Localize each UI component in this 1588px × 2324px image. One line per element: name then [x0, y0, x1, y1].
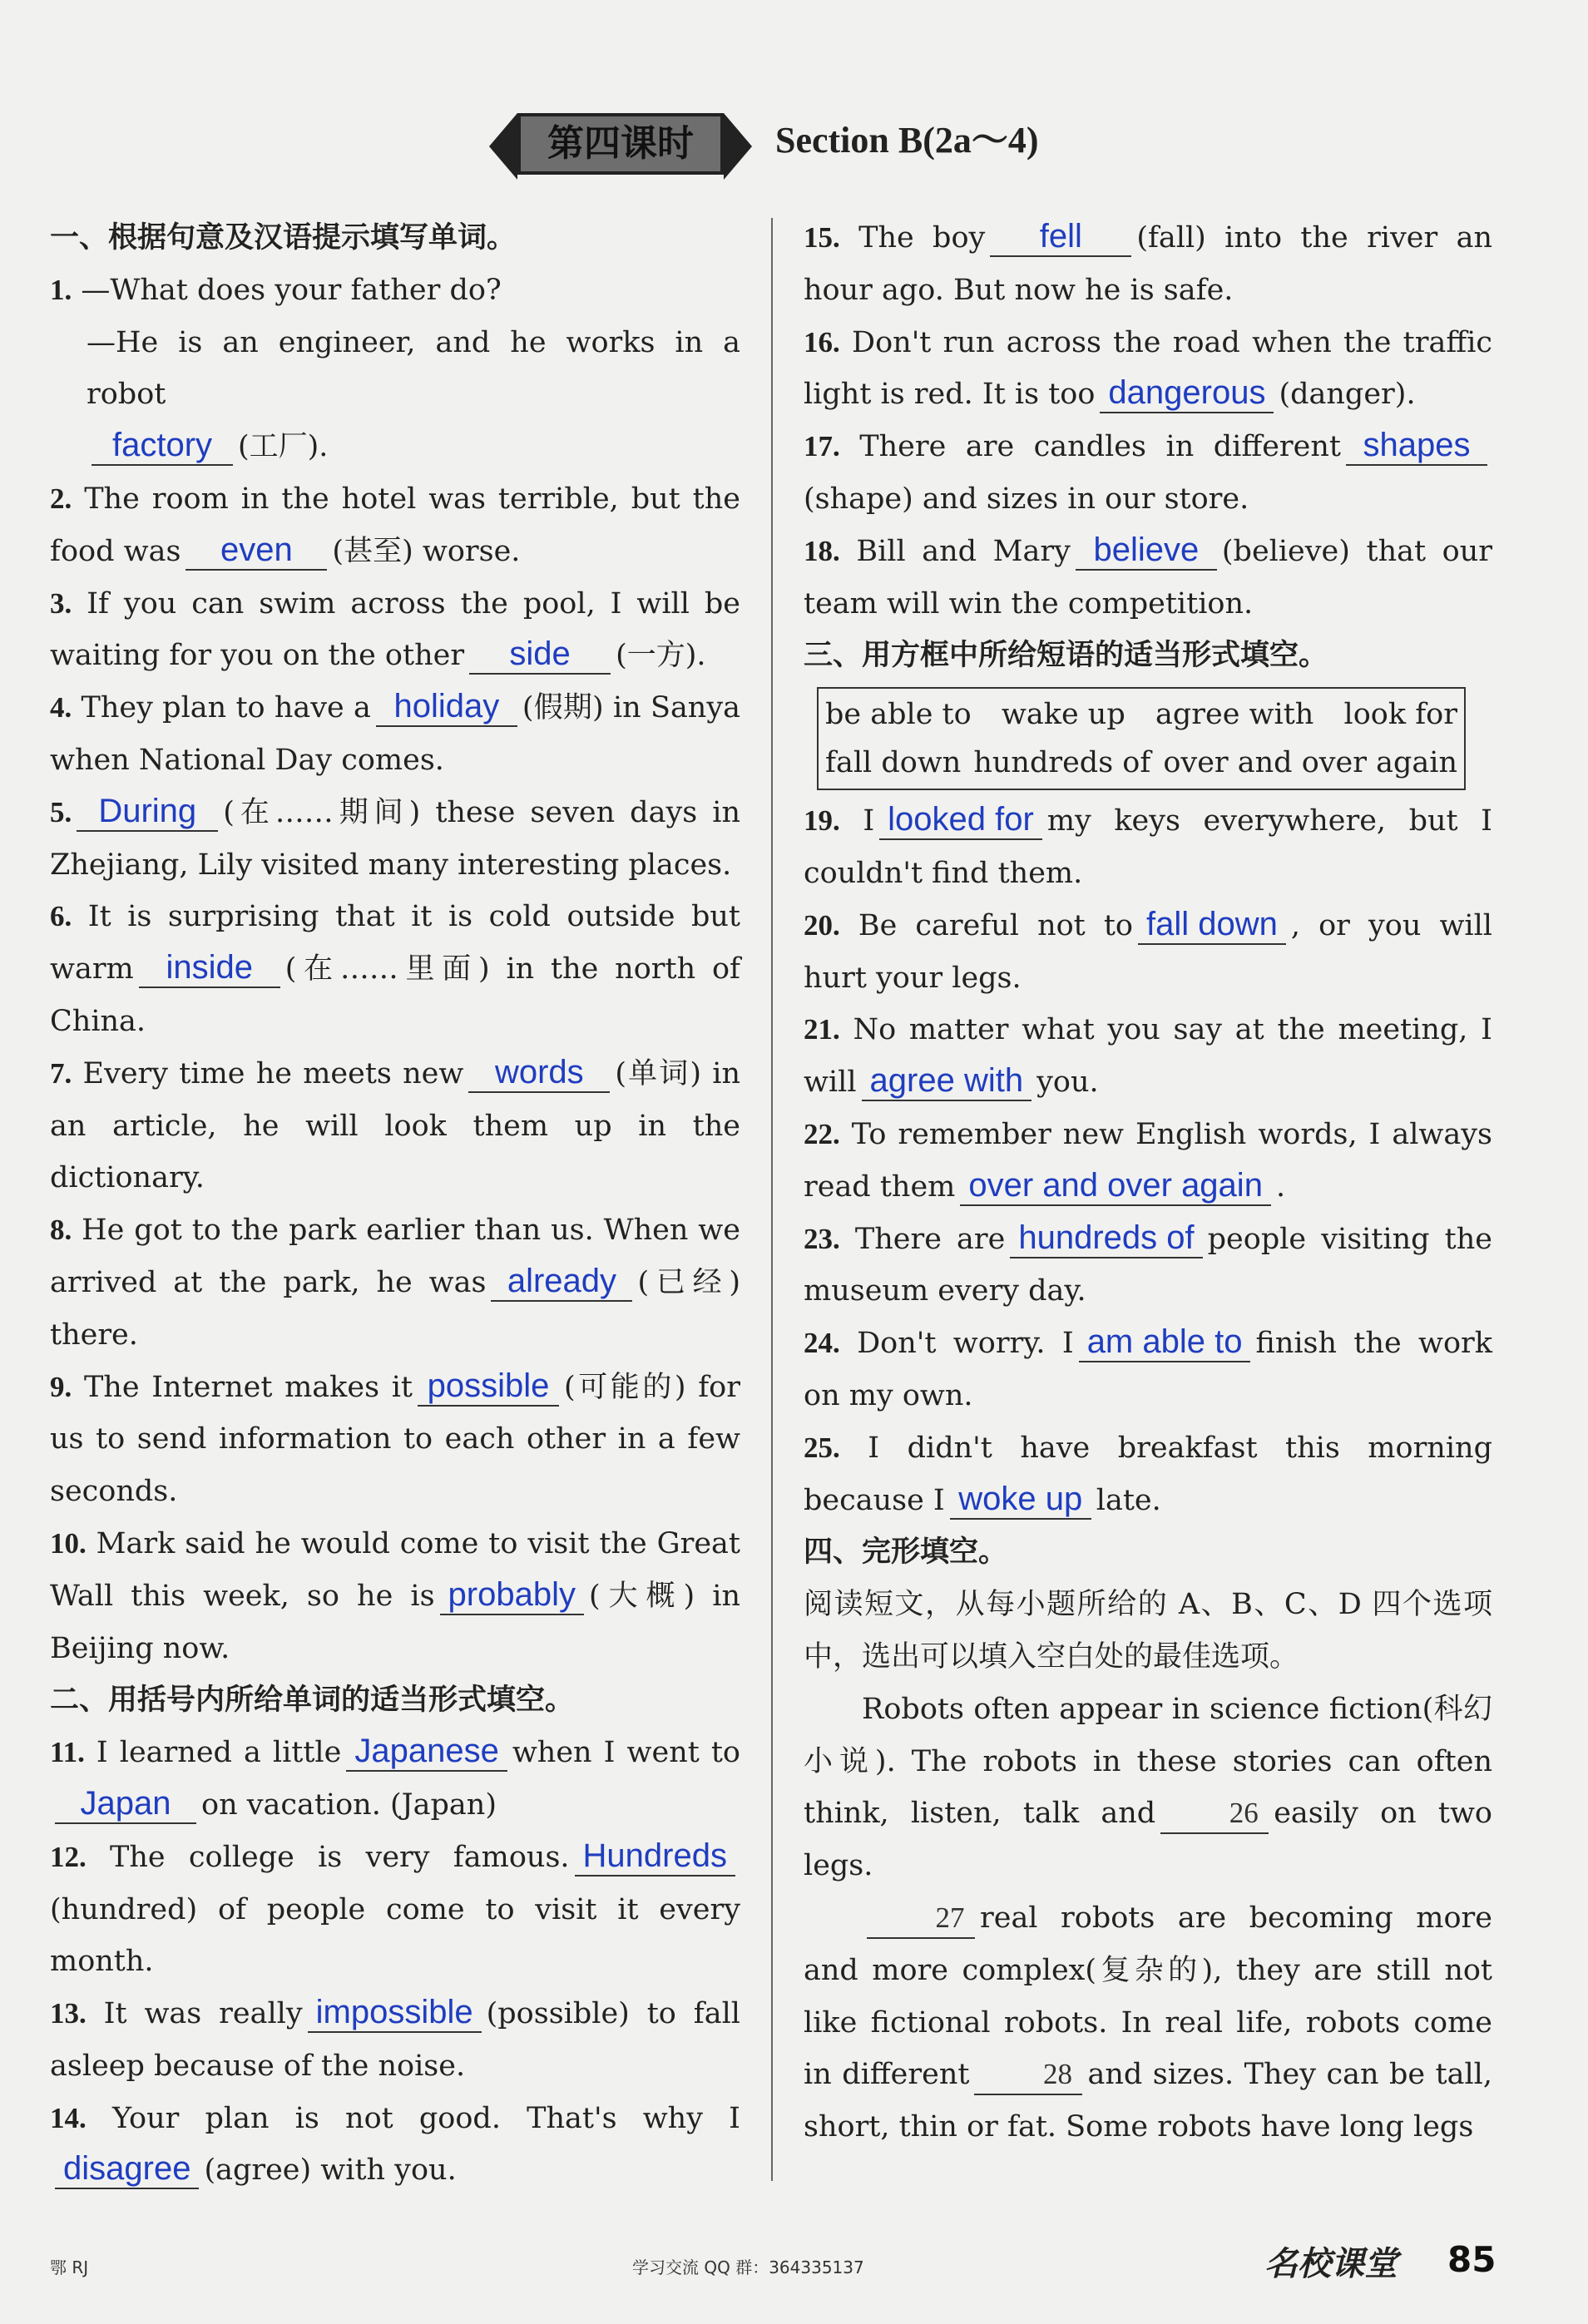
question-18: 18. Bill and Mary believe (believe) that our team will win the competition.: [804, 531, 1492, 621]
phrase: hundreds of: [973, 746, 1151, 780]
phrase: agree with: [1155, 698, 1314, 732]
lesson-tag: 第四课时: [517, 113, 724, 175]
answer-blank[interactable]: probably: [440, 1575, 584, 1615]
question-2: 2. The room in the hotel was terrible, but the food was even (甚至) worse.: [50, 473, 740, 578]
page-footer: [0, 2237, 1588, 2296]
part2-heading: 二、用括号内所给单词的适当形式填空。: [50, 1684, 575, 1718]
question-23: 23. There are hundreds of people visiting the museum every day.: [804, 1219, 1492, 1308]
part1-heading: 一、根据句意及汉语提示填写单词。: [50, 221, 517, 255]
answer-blank[interactable]: holiday: [376, 687, 517, 727]
answer-blank[interactable]: side: [469, 635, 611, 675]
question-21: 21. No matter what you say at the meeting, I will agree with you.: [804, 1004, 1492, 1109]
part3-heading: 三、用方框中所给短语的适当形式填空。: [804, 639, 1328, 673]
section-title: Section B(2a～4): [775, 120, 1039, 161]
answer-blank[interactable]: possible: [418, 1367, 559, 1407]
question-14: 14. Your plan is not good. That's why Idisagree (agree) with you.: [50, 2093, 740, 2198]
answer-blank[interactable]: over and over again: [960, 1166, 1271, 1206]
question-15: 15. The boy fell (fall) into the river an hour ago. But now he is safe.: [804, 218, 1492, 307]
cloze-blank-27[interactable]: 27: [867, 1899, 975, 1939]
cloze-instruction: 阅读短文，从每小题所给的 A、B、C、D 四个选项中，选出可以填入空白处的最佳选项。: [804, 1588, 1492, 1674]
answer-blank[interactable]: looked for: [879, 800, 1042, 840]
question-1: 1. —What does your father do? —He is an engineer, and he works in a robot factory (工厂).: [50, 265, 740, 473]
answer-blank[interactable]: woke up: [950, 1480, 1091, 1520]
answer-blank[interactable]: believe: [1076, 531, 1217, 571]
answer-blank[interactable]: During: [77, 792, 218, 832]
question-19: 19. I looked for my keys everywhere, but I couldn't find them.: [804, 801, 1492, 890]
question-17: 17. There are candles in different shapes(shape) and sizes in our store.: [804, 421, 1492, 526]
page-header: [0, 108, 1588, 183]
cloze-blank-28[interactable]: 28: [974, 2055, 1082, 2095]
question-6: 6. It is surprising that it is cold outside but warm inside (在……里面) in the north of China.: [50, 900, 740, 1038]
question-13: 13. It was really impossible (possible) to fall asleep because of the noise.: [50, 1994, 740, 2083]
question-5: 5. During (在……期间) these seven days in Zhejiang, Lily visited many interesting places.: [50, 792, 740, 882]
question-7: 7. Every time he meets new words (单词) in an article, he will look them up in the dictionary.: [50, 1053, 740, 1195]
phrase-box: [817, 687, 1466, 790]
question-20: 20. Be careful not to fall down , or you will hurt your legs.: [804, 905, 1492, 995]
left-column: [50, 212, 740, 2197]
answer-blank[interactable]: words: [468, 1053, 610, 1093]
question-11: 11. I learned a little Japanese when I went toJapan on vacation. (Japan): [50, 1727, 740, 1832]
answer-blank[interactable]: disagree: [55, 2149, 199, 2189]
question-9: 9. The Internet makes it possible (可能的) for us to send information to each other in a few seconds.: [50, 1367, 740, 1509]
question-24: 24. Don't worry. I am able to finish the work on my own.: [804, 1323, 1492, 1412]
cloze-paragraph-2: 27 real robots are becoming more and more complex(复杂的), they are still not like fictional robots. In real life, robots come in different 28 and sizes. They can be tall, short, thin or fat. Some robots have long legs: [804, 1892, 1492, 2153]
question-8: 8. He got to the park earlier than us. When we arrived at the park, he was already (已经) there.: [50, 1214, 741, 1352]
answer-blank[interactable]: shapes: [1346, 426, 1487, 466]
part4-heading: 四、完形填空。: [804, 1535, 1008, 1570]
edition-label: 鄂 RJ: [50, 2257, 89, 2277]
answer-blank[interactable]: Hundreds: [575, 1837, 735, 1877]
answer-blank[interactable]: impossible: [308, 1993, 482, 2033]
answer-blank-2[interactable]: Japan: [55, 1784, 196, 1824]
question-3: 3. If you can swim across the pool, I will be waiting for you on the other side (一方).: [50, 578, 740, 683]
answer-blank[interactable]: factory: [92, 426, 233, 466]
answer-blank[interactable]: Japanese: [346, 1732, 507, 1772]
qq-group-text: 学习交流 QQ 群：364335137: [632, 2257, 864, 2277]
question-22: 22. To remember new English words, I always read them over and over again .: [804, 1109, 1492, 1214]
column-divider: [771, 218, 773, 2181]
phrase: fall down: [825, 746, 962, 780]
answer-blank[interactable]: am able to: [1079, 1323, 1251, 1362]
cloze-blank-26[interactable]: 26: [1160, 1794, 1269, 1834]
question-25: 25. I didn't have breakfast this morning because I woke up late.: [804, 1422, 1492, 1527]
cloze-paragraph-1: Robots often appear in science fiction(科幻小说). The robots in these stories can often think, listen, talk and 26 easily on two legs.: [804, 1692, 1492, 1883]
answer-blank[interactable]: fall down: [1138, 905, 1286, 945]
answer-blank[interactable]: inside: [139, 948, 280, 988]
phrase: be able to: [825, 698, 972, 732]
answer-blank[interactable]: agree with: [862, 1061, 1032, 1101]
phrase: over and over again: [1163, 746, 1457, 780]
right-column: [804, 212, 1492, 2153]
answer-blank[interactable]: even: [186, 531, 327, 571]
phrase: wake up: [1001, 698, 1125, 732]
answer-blank[interactable]: fell: [990, 217, 1131, 257]
phrase: look for: [1343, 698, 1457, 732]
question-12: 12. The college is very famous. Hundreds(hundred) of people come to visit it every month.: [50, 1837, 740, 1979]
question-4: 4. They plan to have a holiday (假期) in Sanya when National Day comes.: [50, 688, 740, 777]
answer-blank[interactable]: already: [491, 1262, 632, 1302]
answer-blank[interactable]: hundreds of: [1010, 1219, 1202, 1258]
question-16: 16. Don't run across the road when the traffic light is red. It is too dangerous (danger).: [804, 317, 1492, 422]
answer-blank[interactable]: dangerous: [1100, 373, 1274, 413]
question-10: 10. Mark said he would come to visit the Great Wall this week, so he is probably (大概) in Beijing now.: [50, 1526, 740, 1665]
publisher-logo: 名校课堂: [1264, 2245, 1398, 2283]
page-number: 85: [1447, 2239, 1496, 2280]
